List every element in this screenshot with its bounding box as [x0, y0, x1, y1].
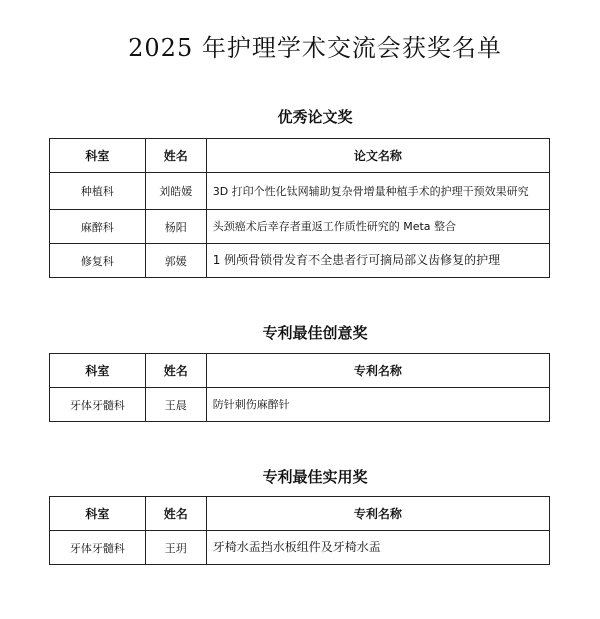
cell-dept: 麻醉科 — [50, 210, 146, 244]
table-row — [50, 210, 550, 244]
header-dept: 科室 — [50, 354, 146, 388]
header-name: 姓名 — [145, 354, 206, 388]
table-header-row — [50, 139, 550, 173]
cell-name: 刘皓媛 — [145, 173, 206, 210]
table-header-row — [50, 354, 550, 388]
cell-work: 防针刺伤麻醉针 — [206, 388, 549, 422]
table-row — [50, 244, 550, 278]
header-name: 姓名 — [145, 497, 206, 531]
best-practical-patent-table — [49, 496, 550, 565]
cell-name: 王晨 — [145, 388, 206, 422]
cell-dept: 牙体牙髓科 — [50, 388, 146, 422]
cell-work: 1 例颅骨锁骨发育不全患者行可摘局部义齿修复的护理 — [206, 244, 549, 278]
cell-work: 头颈癌术后幸存者重返工作质性研究的 Meta 整合 — [206, 210, 549, 244]
header-dept: 科室 — [50, 497, 146, 531]
header-work: 专利名称 — [206, 354, 549, 388]
table-row — [50, 388, 550, 422]
header-work: 专利名称 — [206, 497, 549, 531]
cell-name: 王玥 — [145, 531, 206, 565]
section-title-best-practical-patent: 专利最佳实用奖 — [262, 468, 368, 486]
header-dept: 科室 — [50, 139, 146, 173]
cell-dept: 修复科 — [50, 244, 146, 278]
table-header-row — [50, 497, 550, 531]
cell-name: 郭媛 — [145, 244, 206, 278]
cell-work: 3D 打印个性化钛网辅助复杂骨增量种植手术的护理干预效果研究 — [206, 173, 549, 210]
table-row — [50, 531, 550, 565]
cell-dept: 牙体牙髓科 — [50, 531, 146, 565]
excellent-paper-table — [49, 138, 550, 278]
cell-dept: 种植科 — [50, 173, 146, 210]
page-title: 2025 年护理学术交流会获奖名单 — [128, 34, 502, 62]
cell-name: 杨阳 — [145, 210, 206, 244]
header-name: 姓名 — [145, 139, 206, 173]
section-title-best-creative-patent: 专利最佳创意奖 — [262, 324, 368, 342]
table-row — [50, 173, 550, 210]
section-title-excellent-paper: 优秀论文奖 — [277, 108, 353, 126]
cell-work: 牙椅水盂挡水板组件及牙椅水盂 — [206, 531, 549, 565]
header-work: 论文名称 — [206, 139, 549, 173]
best-creative-patent-table — [49, 353, 550, 422]
